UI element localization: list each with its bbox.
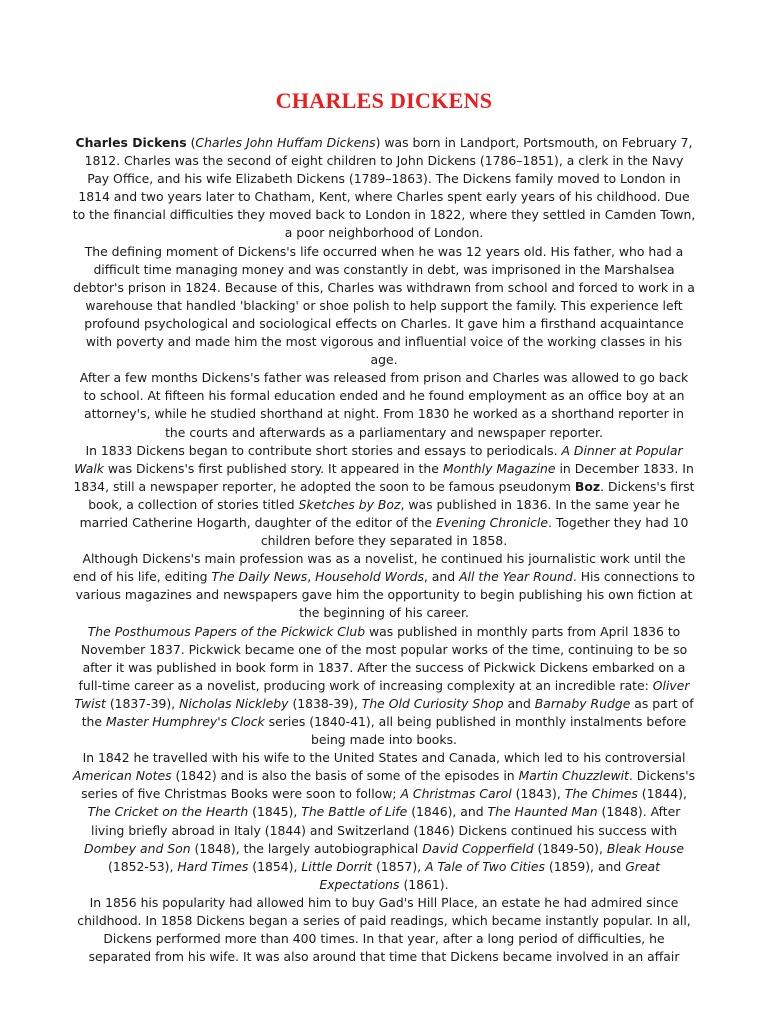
text-run: (1854), [248,858,302,874]
text-run: (1848), the largely autobiographical [190,840,423,856]
text-run: (1843), [511,786,565,802]
italic-run: The Chimes [564,786,638,802]
paragraph [72,442,696,551]
text-run: (1852-53), [108,858,178,874]
text-run: The defining moment of Dickens's life occurred when he was 12 years old. His father, who had a difficult time managing money and was constantly in debt, was imprisoned in the Marshalsea debtor's prison in 1824. Because of this, Charles was withdrawn from school and forced to work in a warehouse that handled 'blacking' or shoe polish to help support the family. This experience left profound psychological and sociological effects on Charles. It gave him a firsthand acquaintance with poverty and made him the most vigorous and influential voice of the working classes in his age. [73,243,695,368]
text-run: , was published in 1836. In the same year he married Catherine Hogarth, daughter of the editor of the [79,496,680,530]
paragraph [72,243,696,370]
text-run: (1837-39), [105,695,180,711]
italic-run: Barnaby Rudge [534,695,631,711]
text-run: (1845), [248,804,302,820]
italic-run: Oliver Twist [74,677,690,711]
paragraph [72,894,696,966]
text-run: and [503,695,535,711]
italic-run: Master Humphrey's Clock [105,714,265,729]
italic-run: Martin Chuzzlewit [518,768,629,784]
text-run: In 1856 his popularity had allowed him to buy Gad's Hill Place, an estate he had admired since childhood. In 1858 Dickens began a series of paid readings, which became instantly popular. In all, Dickens performed more than 400 times. In that year, after a long period of difficulties, he separated from his wife. It was also around that time that Dickens became involved in an affair [77,894,691,965]
text-run: was Dickens's first published story. It appeared in the [103,460,443,476]
italic-run: Nicholas Nickleby [179,695,289,711]
text-run: . Dickens's first book, a collection of stories titled [88,478,695,512]
italic-run: Charles John Huffam Dickens [195,135,376,150]
text-run: (1849-50), [533,840,607,856]
text-run: as part of the [81,695,694,729]
text-run: . His connections to various magazines and newspapers gave him the opportunity to begin publishing his own fiction at the beginning of his career. [75,569,695,621]
italic-run: A Christmas Carol [400,786,512,802]
italic-run: All the Year Round [459,569,573,585]
italic-run: The Old Curiosity Shop [361,695,504,711]
text-run: After a few months Dickens's father was released from prison and Charles was allowed to go back to school. At fifteen his formal education ended and he found employment as an office boy at an attorney's, while he studied shorthand at night. From 1830 he worked as a shorthand reporter in the courts and afterwards as a parliamentary and newspaper reporter. [79,370,689,440]
italic-run: A Dinner at Popular Walk [74,442,683,476]
text-run: , and [423,569,460,585]
text-run: (1859), and [544,858,626,874]
paragraph [72,749,696,894]
text-run: (1838-39), [288,695,362,711]
italic-run: A Tale of Two Cities [425,858,545,874]
italic-run: Household Words [315,569,424,585]
text-run: ( [186,135,196,150]
text-run: In 1833 Dickens began to contribute short stories and essays to periodicals. [85,442,562,458]
italic-run: Bleak House [606,840,684,856]
bold-run: Boz [574,478,601,494]
text-run: (1846), and [407,804,488,820]
text-run: (1844), [637,786,687,802]
paragraph [72,550,696,622]
text-run: , [307,569,316,585]
italic-run: The Daily News [211,569,308,585]
text-run: (1842) and is also the basis of some of the episodes in [171,768,519,784]
document-body [72,134,696,966]
italic-run: Little Dorrit [301,858,373,874]
paragraph [72,134,696,243]
italic-run: Monthly Magazine [442,460,556,476]
text-run: . Dickens's series of five Christmas Books were soon to follow; [81,768,696,802]
text-run: ) was born in Landport, Portsmouth, on February 7, 1812. Charles was the second of eight children to John Dickens (1786–1851), a clerk in the Navy Pay Office, and his wife Elizabeth Dickens (1789–1863). The Dickens family moved to London in 1814 and two years later to Chatham, Kent, where Charles spent early years of his childhood. Due to the financial difficulties they moved back to London in 1822, where they settled in Camden Town, a poor neighborhood of London. [72,135,696,241]
italic-run: The Posthumous Papers of the Pickwick Club [87,623,366,639]
text-run: in December 1833. In 1834, still a newspaper reporter, he adopted the soon to be famous pseudonym [73,460,694,494]
text-run: (1861). [399,876,449,892]
paragraph [72,369,696,441]
text-run: series (1840-41), all being published in monthly instalments before being made into books. [264,714,687,748]
italic-run: The Cricket on the Hearth [87,804,249,820]
paragraph [72,623,696,750]
italic-run: Sketches by Boz [298,496,401,512]
italic-run: American Notes [72,768,172,784]
text-run: Although Dickens's main profession was as a novelist, he continued his journalistic work until the end of his life, editing [73,551,686,585]
italic-run: David Copperfield [422,840,534,856]
italic-run: The Haunted Man [487,804,598,820]
bold-run: Charles Dickens [75,135,187,150]
italic-run: The Battle of Life [301,804,408,820]
text-run: was published in monthly parts from April 1836 to November 1837. Pickwick became one of the most popular works of the time, continuing to be so after it was published in book form in 1837. After the success of Pickwick Dickens embarked on a full-time career as a novelist, producing work of increasing complexity at an incredible rate: [78,623,688,693]
italic-run: Dombey and Son [84,840,191,856]
document-title: CHARLES DICKENS [275,88,493,113]
text-run: (1857), [372,858,426,874]
italic-run: Evening Chronicle [435,514,548,530]
text-run: . Together they had 10 children before they separated in 1858. [260,514,689,549]
text-run: (1848). After living briefly abroad in Italy (1844) and Switzerland (1846) Dickens continued his success with [91,804,681,838]
italic-run: Hard Times [177,858,249,874]
italic-run: Great Expectations [319,858,660,892]
text-run: In 1842 he travelled with his wife to the United States and Canada, which led to his controversial [82,750,686,766]
